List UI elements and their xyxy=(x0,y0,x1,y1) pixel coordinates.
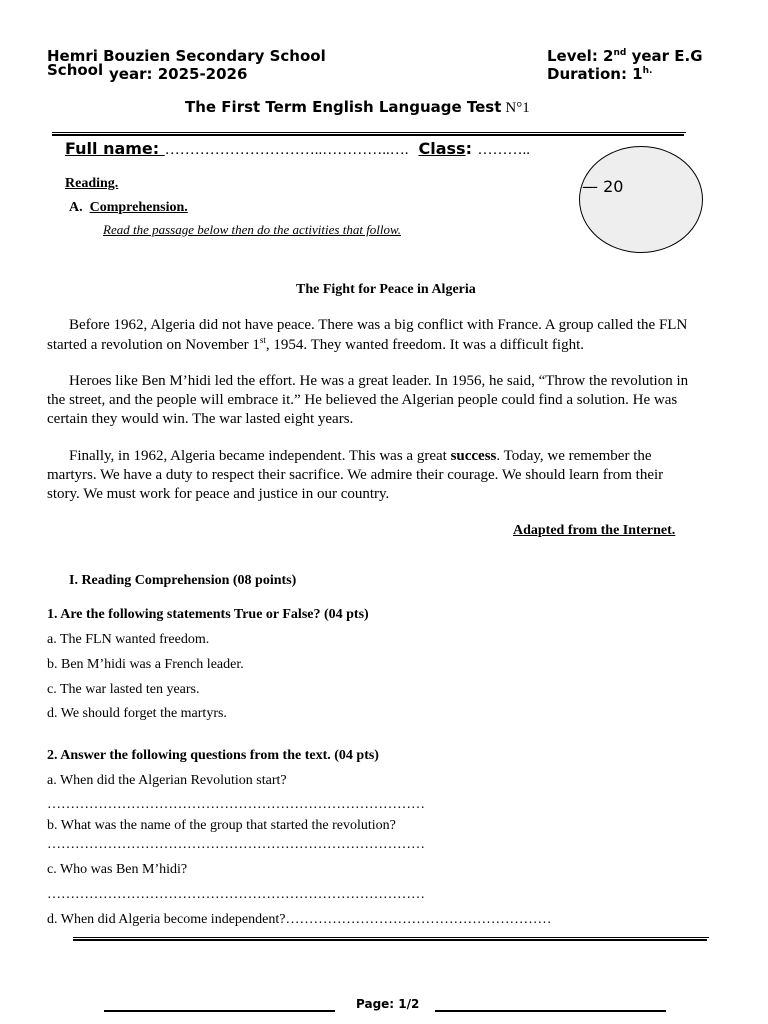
title-divider xyxy=(52,132,686,133)
question-1: 1. Are the following statements True or False? (04 pts) xyxy=(47,607,369,622)
comprehension-heading: A. Comprehension. xyxy=(69,200,188,215)
fullname-label: Full name: xyxy=(65,139,165,158)
class-label: Class xyxy=(418,139,466,158)
bottom-divider xyxy=(73,937,709,938)
q2-answer-d[interactable]: ………………………………………………… xyxy=(285,912,552,927)
title-divider-thick xyxy=(52,134,684,136)
school-name: Hemri Bouzien Secondary School xyxy=(47,47,326,65)
footer-line-left xyxy=(104,1010,335,1012)
q1-item-b: b. Ben M’hidi was a French leader. xyxy=(47,657,244,672)
school-label: School xyxy=(47,61,104,79)
passage-p3-line1: Finally, in 1962, Algeria became independent. This was a great success. Today, we remember the xyxy=(69,448,652,464)
q2-item-b: b. What was the name of the group that started the revolution? xyxy=(47,818,396,833)
q2-answer-b[interactable]: ……………………………………………………………………… xyxy=(47,837,425,852)
passage-source: Adapted from the Internet. xyxy=(513,523,676,538)
level-info: Level: 2nd year E.G xyxy=(547,47,703,65)
passage-p1-line2: started a revolution on November 1st, 1954. They wanted freedom. It was a difficult fight. xyxy=(47,335,584,353)
passage-p2-line1: Heroes like Ben M’hidi led the effort. He was a great leader. In 1956, he said, “Throw the revolution in xyxy=(69,373,689,389)
passage-p3-line3: story. We must work for peace and justice in our country. xyxy=(47,486,390,502)
passage-p2-line3: certain they would win. The war lasted eight years. xyxy=(47,411,354,427)
student-info-row: Full name: …………………………..…………..…. Class: ……….. xyxy=(65,139,531,158)
score-total: — 20 xyxy=(582,177,624,196)
bottom-divider-thick xyxy=(73,939,707,941)
q1-item-d: d. We should forget the martyrs. xyxy=(47,706,227,721)
fullname-field[interactable]: …………………………..…………..…. xyxy=(164,142,409,158)
school-year: year: 2025-2026 xyxy=(109,65,248,83)
instruction: Read the passage below then do the activities that follow. xyxy=(103,222,401,237)
footer-line-right xyxy=(435,1010,666,1012)
q1-item-c: c. The war lasted ten years. xyxy=(47,682,200,697)
q2-item-d: d. When did Algeria become independent?………………………………………………… xyxy=(47,912,552,927)
page-number: Page: 1/2 xyxy=(356,997,420,1011)
passage-p3-line2: martyrs. We have a duty to respect their sacrifice. We admire their courage. We should learn from their xyxy=(47,467,664,483)
passage-p2-line2: the street, and the people will embrace it.” He believed the Algerian people could find a solution. He was xyxy=(47,392,678,408)
score-circle xyxy=(579,146,703,253)
duration-info: Duration: $1^{h.}$ xyxy=(547,65,653,83)
page-title: The First Term English Language Test N°1 xyxy=(185,98,530,116)
q1-item-a: a. The FLN wanted freedom. xyxy=(47,632,210,647)
q2-item-a: a. When did the Algerian Revolution start? xyxy=(47,773,287,788)
question-2: 2. Answer the following questions from the text. (04 pts) xyxy=(47,748,379,763)
passage-p1-line1: Before 1962, Algeria did not have peace. There was a big conflict with France. A group called the FLN xyxy=(69,317,688,333)
part1-heading: I. Reading Comprehension (08 points) xyxy=(69,573,297,588)
reading-heading: Reading. xyxy=(65,176,119,191)
q2-answer-a[interactable]: ……………………………………………………………………… xyxy=(47,797,425,812)
q2-item-c: c. Who was Ben M’hidi? xyxy=(47,862,188,877)
q2-answer-c[interactable]: ……………………………………………………………………… xyxy=(47,887,425,902)
passage-title: The Fight for Peace in Algeria xyxy=(296,282,476,297)
class-field[interactable]: ……….. xyxy=(477,142,531,158)
